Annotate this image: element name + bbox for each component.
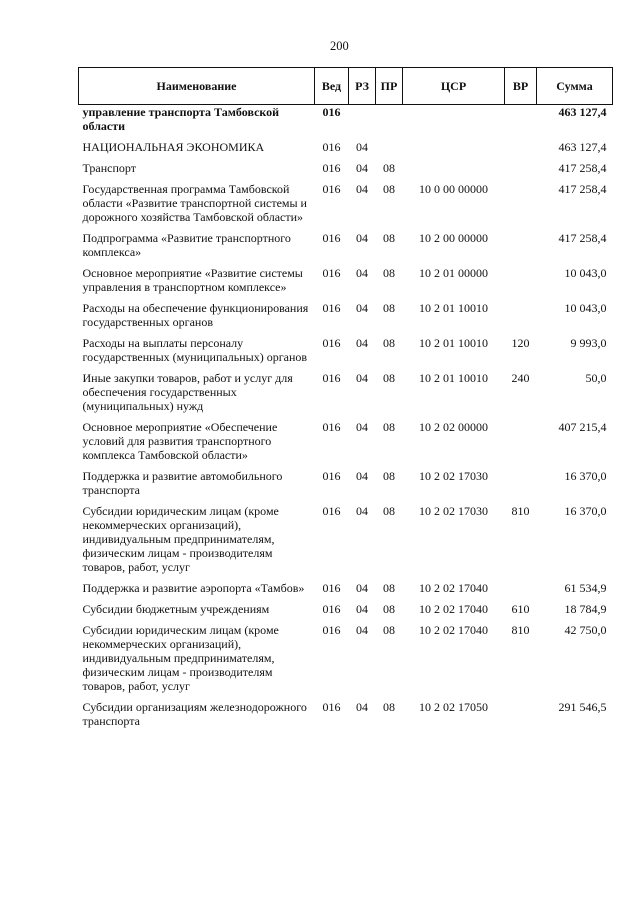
cell-csr: 10 2 01 10010: [419, 336, 488, 350]
cell-rz: 04: [356, 623, 368, 637]
cell-vr: 120: [511, 336, 530, 350]
cell-sum: 463 127,4: [558, 105, 607, 119]
cell-rz: 04: [356, 581, 368, 595]
cell-vr: [505, 140, 537, 161]
table-row: [79, 105, 613, 141]
table-row: [79, 301, 613, 336]
cell-ved: 016: [322, 700, 341, 714]
cell-ved: 016: [322, 301, 341, 315]
table-row: [79, 700, 613, 735]
cell-ved: 016: [322, 231, 341, 245]
cell-name: Государственная программа Тамбовской области «Развитие транспортной системы и дорожного хозяйства Тамбовской области»: [82, 182, 307, 224]
cell-csr: 10 2 01 10010: [419, 301, 488, 315]
cell-rz: 04: [356, 140, 368, 154]
cell-ved: 016: [322, 105, 341, 119]
cell-csr: 10 2 02 17030: [419, 469, 488, 483]
cell-pr: 08: [383, 420, 395, 434]
header-pr: ПР: [376, 68, 403, 105]
cell-pr: 08: [383, 700, 395, 714]
cell-pr: 08: [383, 266, 395, 280]
cell-csr: 10 2 02 17040: [419, 623, 488, 637]
cell-rz: 04: [356, 161, 368, 175]
cell-sum: 10 043,0: [564, 301, 607, 315]
table-row: [79, 231, 613, 266]
cell-sum: 407 215,4: [558, 420, 607, 434]
cell-vr: [505, 105, 537, 141]
cell-sum: 10 043,0: [564, 266, 607, 280]
cell-pr: 08: [383, 371, 395, 385]
header-ved: Вед: [315, 68, 349, 105]
cell-ved: 016: [322, 504, 341, 518]
cell-pr: 08: [383, 504, 395, 518]
cell-name: Расходы на обеспечение функционирования государственных органов: [82, 301, 309, 329]
cell-csr: [403, 105, 505, 141]
cell-vr: 610: [511, 602, 530, 616]
table-row: [79, 161, 613, 182]
table-row: [79, 182, 613, 231]
cell-vr: [505, 182, 537, 231]
cell-ved: 016: [322, 420, 341, 434]
table-row: [79, 266, 613, 301]
table-row: [79, 469, 613, 504]
table-row: [79, 581, 613, 602]
cell-pr: 08: [383, 231, 395, 245]
table-header-row: [79, 68, 613, 105]
cell-name: НАЦИОНАЛЬНАЯ ЭКОНОМИКА: [82, 140, 265, 154]
cell-ved: 016: [322, 623, 341, 637]
cell-rz: 04: [356, 504, 368, 518]
cell-rz: [349, 105, 376, 141]
cell-csr: [403, 161, 505, 182]
cell-name: Транспорт: [82, 161, 136, 175]
cell-csr: 10 0 00 00000: [419, 182, 488, 196]
header-sum: Сумма: [537, 68, 613, 105]
cell-pr: 08: [383, 336, 395, 350]
cell-sum: 18 784,9: [564, 602, 607, 616]
table-row: [79, 420, 613, 469]
cell-vr: 810: [511, 623, 530, 637]
header-vr: ВР: [505, 68, 537, 105]
cell-csr: 10 2 02 17050: [419, 700, 488, 714]
cell-csr: 10 2 02 17040: [419, 602, 488, 616]
cell-ved: 016: [322, 469, 341, 483]
cell-pr: 08: [383, 623, 395, 637]
cell-rz: 04: [356, 602, 368, 616]
cell-name: Иные закупки товаров, работ и услуг для обеспечения государственных (муниципальных) нужд: [82, 371, 293, 413]
cell-ved: 016: [322, 140, 341, 154]
cell-pr: 08: [383, 602, 395, 616]
cell-vr: [505, 161, 537, 182]
page-number: 200: [330, 39, 349, 53]
cell-vr: [505, 301, 537, 336]
cell-rz: 04: [356, 700, 368, 714]
cell-name: Основное мероприятие «Обеспечение условий для развития транспортного комплекса Тамбовской области»: [82, 420, 278, 462]
cell-name: Подпрограмма «Развитие транспортного комплекса»: [82, 231, 291, 259]
cell-ved: 016: [322, 161, 341, 175]
table-row: [79, 371, 613, 420]
cell-rz: 04: [356, 420, 368, 434]
cell-csr: 10 2 00 00000: [419, 231, 488, 245]
cell-pr: 08: [383, 469, 395, 483]
cell-rz: 04: [356, 182, 368, 196]
cell-name: Субсидии бюджетным учреждениям: [82, 602, 270, 616]
cell-csr: 10 2 02 17030: [419, 504, 488, 518]
table-row: [79, 504, 613, 581]
cell-rz: 04: [356, 231, 368, 245]
cell-ved: 016: [322, 336, 341, 350]
cell-name: Поддержка и развитие аэропорта «Тамбов»: [82, 581, 305, 595]
cell-ved: 016: [322, 581, 341, 595]
cell-name: Субсидии юридическим лицам (кроме некоммерческих организаций), индивидуальным предпринимателям, физическим лицам - производителям товаров, работ, услуг: [82, 504, 279, 574]
cell-ved: 016: [322, 602, 341, 616]
table-body: [79, 105, 613, 736]
table-row: [79, 140, 613, 161]
cell-rz: 04: [356, 266, 368, 280]
cell-csr: 10 2 02 00000: [419, 420, 488, 434]
cell-name: Поддержка и развитие автомобильного транспорта: [82, 469, 283, 497]
cell-vr: 810: [511, 504, 530, 518]
cell-sum: 50,0: [585, 371, 607, 385]
cell-rz: 04: [356, 336, 368, 350]
cell-pr: 08: [383, 581, 395, 595]
cell-vr: [505, 266, 537, 301]
cell-sum: 42 750,0: [564, 623, 607, 637]
cell-csr: 10 2 02 17040: [419, 581, 488, 595]
cell-vr: [505, 420, 537, 469]
cell-ved: 016: [322, 182, 341, 196]
cell-csr: [403, 140, 505, 161]
budget-table: [78, 67, 613, 735]
cell-name: Основное мероприятие «Развитие системы управления в транспортном комплексе»: [82, 266, 303, 294]
cell-ved: 016: [322, 266, 341, 280]
cell-csr: 10 2 01 10010: [419, 371, 488, 385]
cell-ved: 016: [322, 371, 341, 385]
cell-pr: 08: [383, 161, 395, 175]
table-row: [79, 623, 613, 700]
cell-name: Расходы на выплаты персоналу государственных (муниципальных) органов: [82, 336, 308, 364]
cell-vr: 240: [511, 371, 530, 385]
header-rz: РЗ: [349, 68, 376, 105]
cell-csr: 10 2 01 00000: [419, 266, 488, 280]
cell-rz: 04: [356, 469, 368, 483]
cell-sum: 291 546,5: [558, 700, 607, 714]
cell-name: Субсидии юридическим лицам (кроме некоммерческих организаций), индивидуальным предпринимателям, физическим лицам - производителям товаров, работ, услуг: [82, 623, 279, 693]
cell-sum: 417 258,4: [558, 161, 607, 175]
cell-name: Субсидии организациям железнодорожного транспорта: [82, 700, 307, 728]
cell-pr: [376, 140, 403, 161]
cell-vr: [505, 469, 537, 504]
cell-vr: [505, 700, 537, 735]
cell-pr: [376, 105, 403, 141]
table-row: [79, 336, 613, 371]
cell-sum: 417 258,4: [558, 231, 607, 245]
cell-sum: 16 370,0: [564, 504, 607, 518]
cell-sum: 61 534,9: [564, 581, 607, 595]
table-row: [79, 602, 613, 623]
cell-vr: [505, 231, 537, 266]
cell-sum: 16 370,0: [564, 469, 607, 483]
cell-pr: 08: [383, 182, 395, 196]
header-name: Наименование: [79, 68, 315, 105]
cell-sum: 463 127,4: [558, 140, 607, 154]
cell-vr: [505, 581, 537, 602]
cell-rz: 04: [356, 371, 368, 385]
cell-sum: 9 993,0: [570, 336, 607, 350]
header-csr: ЦСР: [403, 68, 505, 105]
cell-rz: 04: [356, 301, 368, 315]
cell-name: управление транспорта Тамбовской области: [82, 105, 280, 133]
cell-pr: 08: [383, 301, 395, 315]
cell-sum: 417 258,4: [558, 182, 607, 196]
